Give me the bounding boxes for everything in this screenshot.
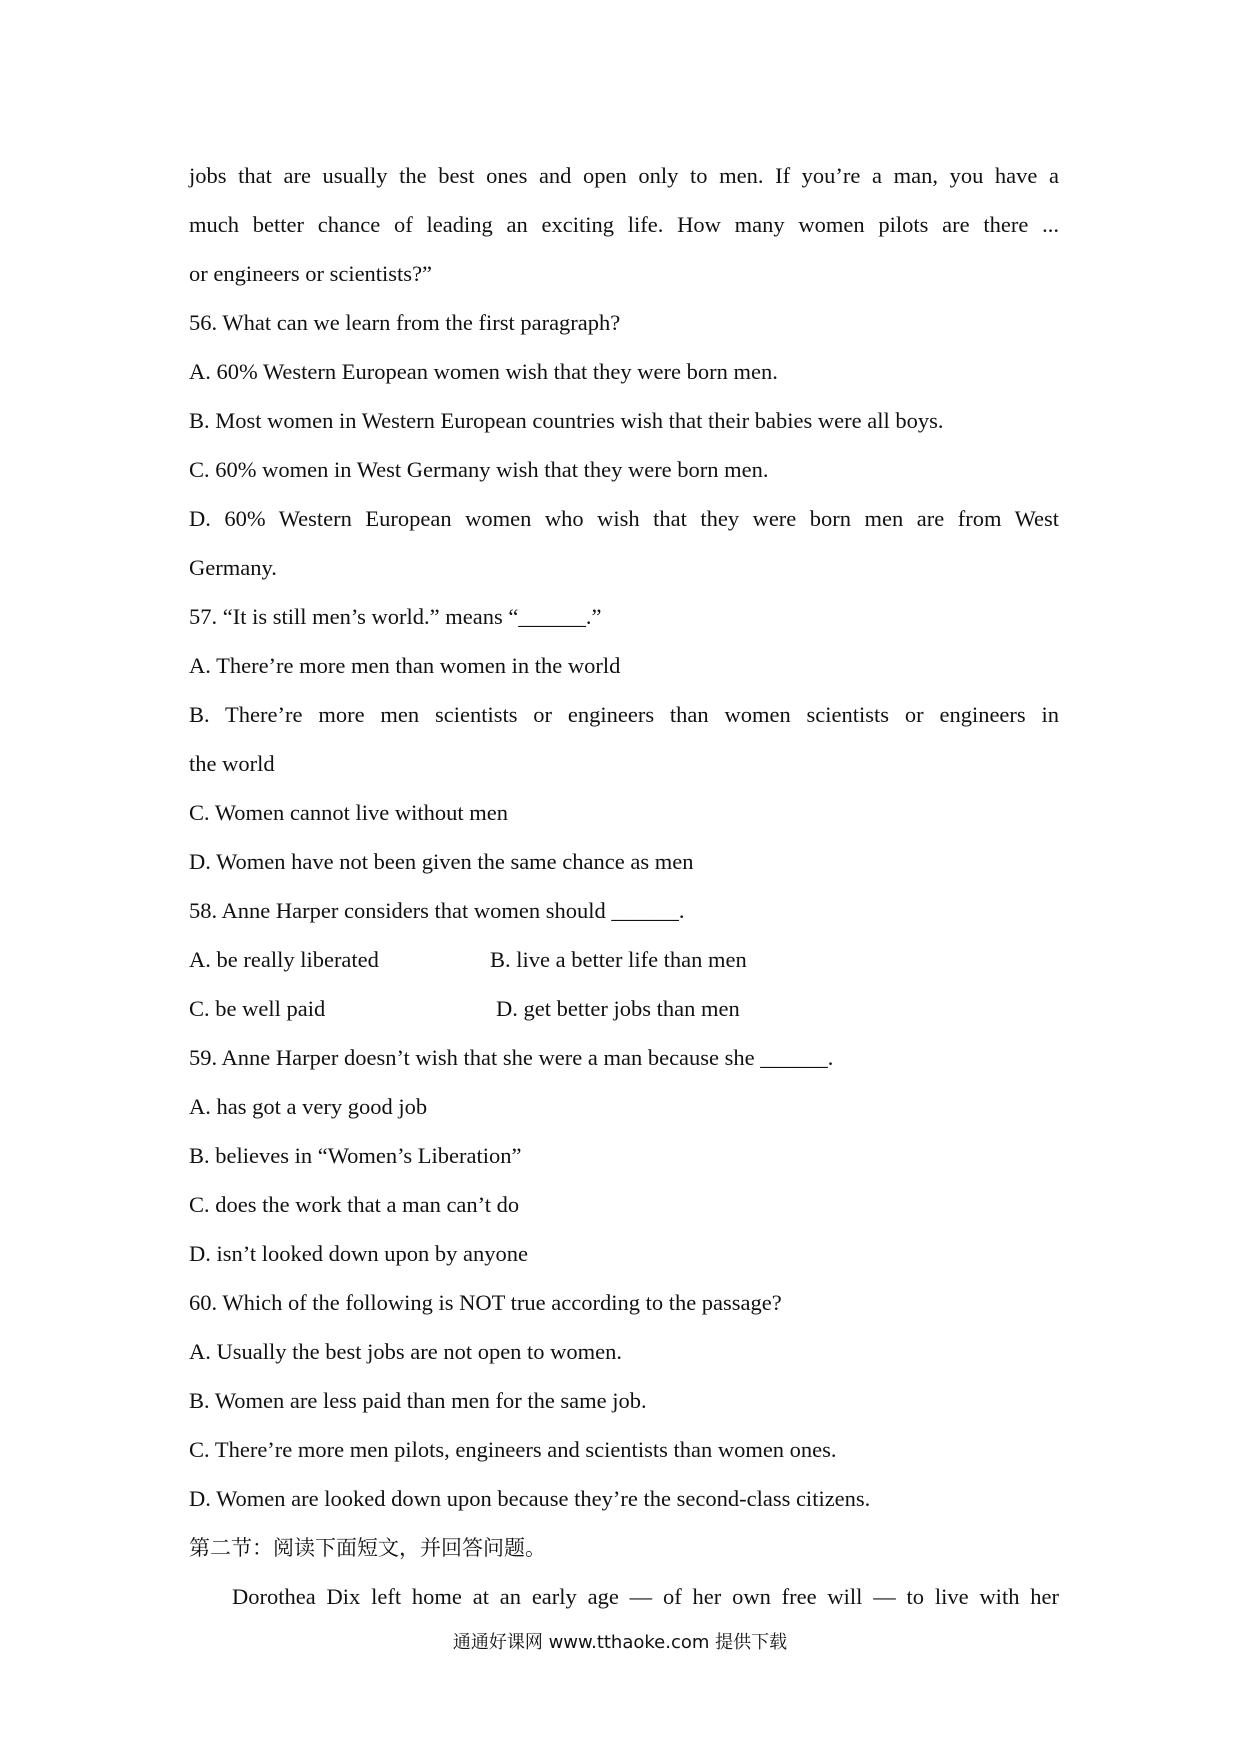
question-60-stem: 60. Which of the following is NOT true according to the passage? (189, 1290, 782, 1315)
question-56-option-a: A. 60% Western European women wish that they were born men. (189, 359, 778, 384)
question-56-option-d: D. 60% Western European women who wish that they were born men are from West (189, 506, 1059, 531)
question-59-option-d: D. isn’t looked down upon by anyone (189, 1241, 528, 1266)
question-60-option-c: C. There’re more men pilots, engineers and scientists than women ones. (189, 1437, 837, 1462)
question-60-option-b: B. Women are less paid than men for the same job. (189, 1388, 647, 1413)
question-57-option-d: D. Women have not been given the same chance as men (189, 849, 694, 874)
question-58-options-row-1 (189, 942, 1059, 991)
question-59-option-b: B. believes in “Women’s Liberation” (189, 1143, 522, 1168)
question-59-stem: 59. Anne Harper doesn’t wish that she were a man because she ______. (189, 1045, 834, 1070)
page-footer: 通通好课网 www.tthaoke.com 提供下载 (452, 1632, 788, 1653)
question-58-options-row-2 (189, 991, 1059, 1040)
document-body (189, 158, 1059, 1628)
passage-line: or engineers or scientists?” (189, 261, 433, 286)
passage-line: jobs that are usually the best ones and open only to men. If you’re a man, you have a (189, 163, 1059, 188)
passage-line: much better chance of leading an exciting life. How many women pilots are there ... (189, 212, 1059, 237)
question-57-option-a: A. There’re more men than women in the world (189, 653, 621, 678)
section-2-passage-line: Dorothea Dix left home at an early age — of her own free will — to live with her (232, 1584, 1059, 1609)
question-60-option-d: D. Women are looked down upon because they’re the second-class citizens. (189, 1486, 871, 1511)
question-59-option-c: C. does the work that a man can’t do (189, 1192, 520, 1217)
question-58-option-b: B. live a better life than men (490, 947, 747, 972)
question-58-option-c: C. be well paid (189, 996, 326, 1021)
section-2-heading: 第二节：阅读下面短文，并回答问题。 (189, 1536, 546, 1560)
question-60-option-a: A. Usually the best jobs are not open to women. (189, 1339, 623, 1364)
question-57-option-b: B. There’re more men scientists or engineers than women scientists or engineers in (189, 702, 1059, 727)
question-56-option-d-continued: Germany. (189, 555, 277, 580)
question-58-option-a: A. be really liberated (189, 947, 379, 972)
question-57-stem: 57. “It is still men’s world.” means “______.” (189, 604, 602, 629)
question-56-option-c: C. 60% women in West Germany wish that they were born men. (189, 457, 769, 482)
question-57-option-c: C. Women cannot live without men (189, 800, 508, 825)
question-56-option-b: B. Most women in Western European countries wish that their babies were all boys. (189, 408, 944, 433)
question-58-option-d: D. get better jobs than men (496, 996, 740, 1021)
question-56-stem: 56. What can we learn from the first paragraph? (189, 310, 621, 335)
question-58-stem: 58. Anne Harper considers that women should ______. (189, 898, 685, 923)
question-57-option-b-continued: the world (189, 751, 275, 776)
question-59-option-a: A. has got a very good job (189, 1094, 428, 1119)
